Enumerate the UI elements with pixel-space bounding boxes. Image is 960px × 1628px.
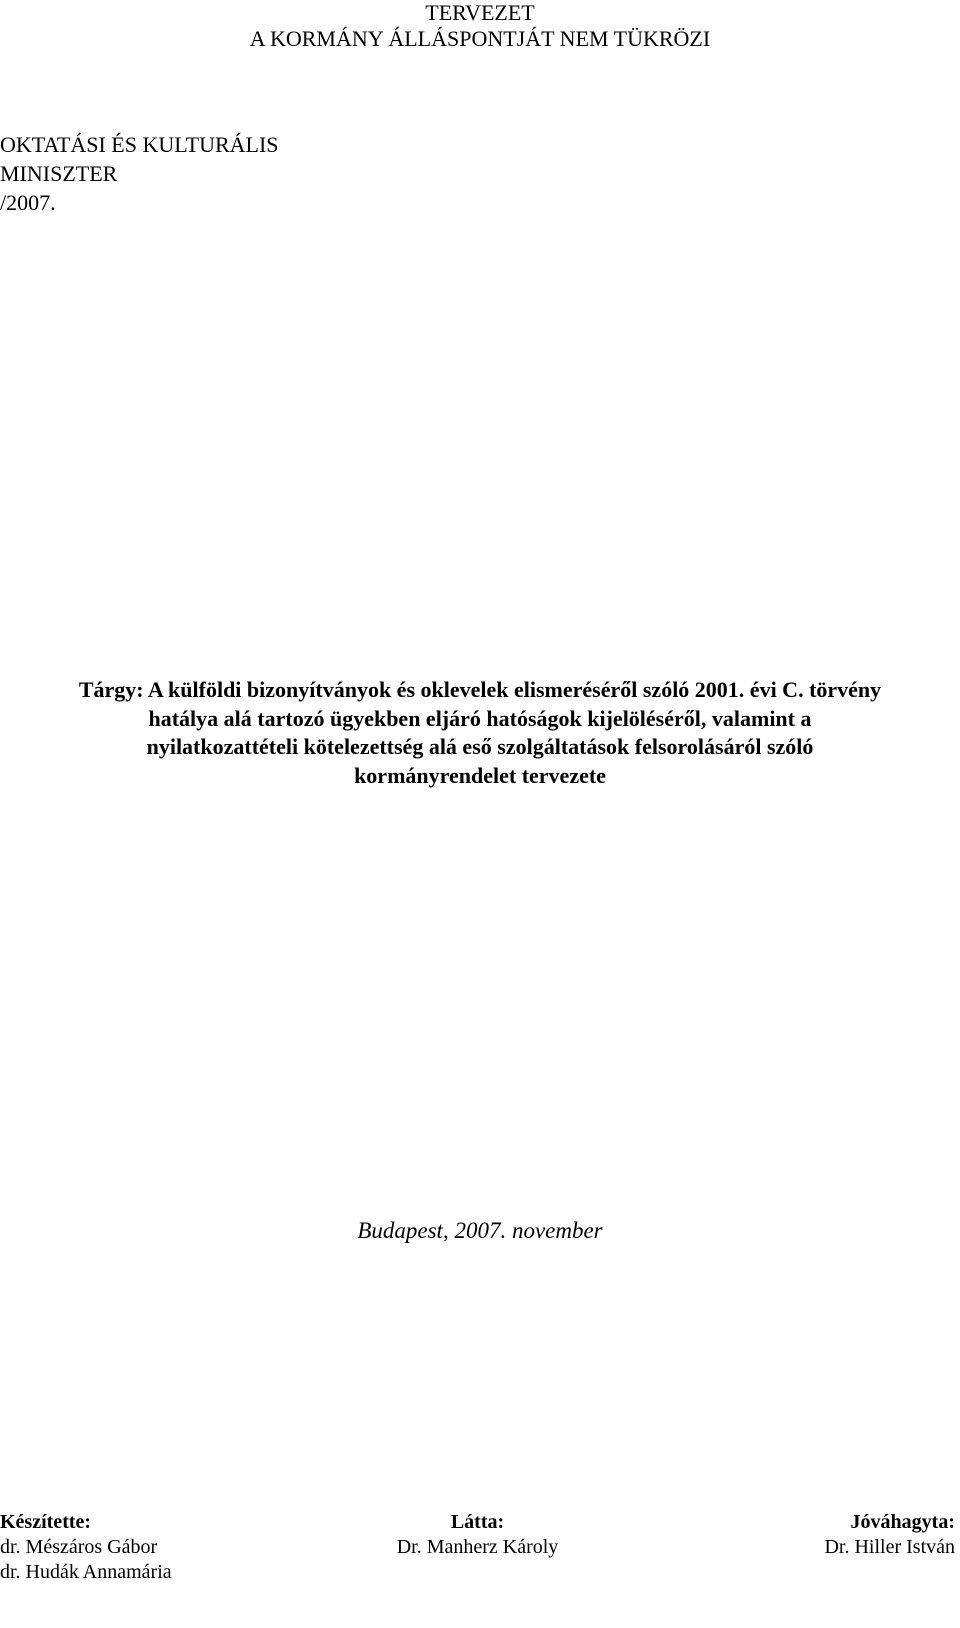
subject-line-2: hatálya alá tartozó ügyekben eljáró hatóságok kijelöléséről, valamint a	[148, 705, 812, 731]
ministry-block	[0, 130, 279, 217]
approved-by-name: Dr. Hiller István	[824, 1536, 955, 1558]
signature-labels-row	[0, 1510, 955, 1535]
prepared-by-name-1: dr. Mészáros Gábor	[0, 1536, 158, 1558]
subject-line-1: Tárgy: A külföldi bizonyítványok és oklevelek elismeréséről szóló 2001. évi C. törvény	[78, 677, 882, 702]
place-date: Budapest, 2007. november	[357, 1218, 603, 1243]
prepared-by-label: Készítette:	[0, 1511, 92, 1533]
prepared-by-name-2: dr. Hudák Annamária	[0, 1561, 172, 1583]
seen-by-label: Látta:	[450, 1511, 505, 1533]
subject-line-3: nyilatkozattételi kötelezettség alá eső szolgáltatások felsorolásáról szóló	[146, 734, 814, 759]
disclaimer-label: A KORMÁNY ÁLLÁSPONTJÁT NEM TÜKRÖZI	[249, 26, 711, 51]
subject-line-4: kormányrendelet tervezete	[354, 762, 606, 788]
subject-block	[60, 676, 900, 790]
ministry-name-line1: OKTATÁSI ÉS KULTURÁLIS	[0, 132, 279, 157]
ministry-name-line2: MINISZTER	[0, 161, 118, 186]
document-header	[0, 0, 960, 52]
seen-by-name: Dr. Manherz Károly	[396, 1536, 559, 1558]
signature-block	[0, 1510, 955, 1585]
signature-names-row-2	[0, 1560, 955, 1585]
signature-names-row	[0, 1535, 955, 1560]
reference-number: /2007.	[0, 190, 56, 215]
approved-by-label: Jóváhagyta:	[850, 1511, 955, 1533]
draft-label: TERVEZET	[425, 0, 535, 25]
